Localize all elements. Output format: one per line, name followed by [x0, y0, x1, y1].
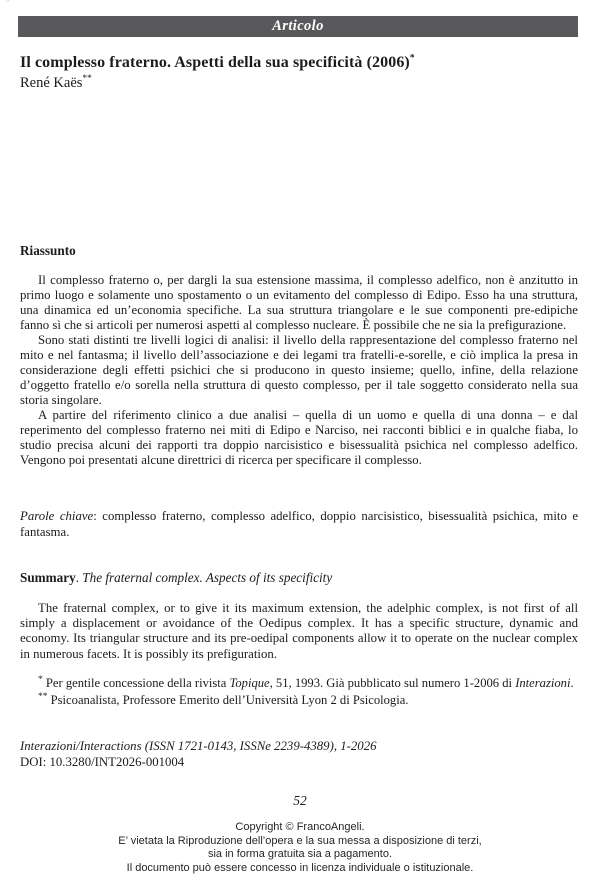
- footnote-1-marker: *: [38, 674, 43, 685]
- abstract-paragraph-2: Sono stati distinti tre livelli logici di analisi: il livello della rappresentazione del complesso fraterno nel mito e nel fantasma; il livello dell’associazione e dei legami tra fratelli-e-sorelle, e ciò implica la presa in considerazione degli effetti psichici che si producono in questo insieme; quello, infine, della relazione d’oggetto fratello e/o sorella nella struttura di questo complesso, per il tale soggetto considerato nella sua storia singolare.: [20, 333, 578, 407]
- keywords-text: : complesso fraterno, complesso adelfico, doppio narcisistico, bisessualità psichica, mito e fantasma.: [20, 509, 578, 539]
- abstract-paragraph-1: Il complesso fraterno o, per dargli la sua estensione massima, il complesso adelfico, non è anzitutto in primo luogo e solamente uno spostamento o un evitamento del complesso di Edipo. Esso ha una struttura, una dinamica ed un’economia specifiche. La sua struttura triangolare e le sue componenti pre-edipiche fanno sì che si articoli per numerosi aspetti al complesso nucleare. È possibile che ne sia la prefigurazione.: [20, 273, 578, 332]
- footnote-1: * Per gentile concessione della rivista Topique, 51, 1993. Già pubblicato sul numero 1-2006 di Interazioni.: [38, 674, 574, 690]
- author-footnote-marker: **: [82, 74, 92, 85]
- scan-artifact: ”: [5, 0, 10, 9]
- article-type-banner: [18, 16, 578, 37]
- journal-info: [20, 738, 578, 770]
- journal-issn-line: Interazioni/Interactions (ISSN 1721-0143, ISSNe 2239-4389), 1-2026: [20, 739, 377, 753]
- title-block: [20, 52, 580, 92]
- title-footnote-marker: *: [409, 53, 415, 64]
- copyright-line-4: Il documento può essere concesso in licenza individuale o istituzionale.: [126, 861, 474, 874]
- abstract-body: [20, 273, 578, 468]
- abstract-paragraph-3: A partire del riferimento clinico a due analisi – quella di un uomo e quella di una donna – e dal reperimento del complesso fraterno nei miti di Edipo e Narciso, nei racconti biblici e in qualche fiaba, lo studio precisa alcuni dei rapporti tra doppio narcisistico e bisessualità psichica nel complesso adelfico. Vengono poi presentati alcune direttrici di ricerca per specificare il complesso.: [20, 408, 578, 467]
- keywords-line: [20, 509, 578, 540]
- summary-title: The fraternal complex. Aspects of its specificity: [82, 570, 333, 585]
- journal-doi-line: DOI: 10.3280/INT2026-001004: [20, 755, 185, 769]
- summary-label: Summary: [20, 570, 76, 585]
- summary-paragraph: The fraternal complex, or to give it its maximum extension, the adelphic complex, is not first of all simply a displacement or avoidance of the Oedipus complex. It has a specific structure, dynamic and economy. Its triangular structure and its pre-oedipal components allow it to operate on the nuclear complex in numerous facets. It is possibly its prefiguration.: [20, 601, 578, 661]
- article-type-label: Articolo: [272, 18, 324, 34]
- footnote-2-marker: **: [38, 691, 48, 702]
- abstract-heading: Riassunto: [20, 243, 76, 258]
- footnote-2: ** Psicoanalista, Professore Emerito dell’Università Lyon 2 di Psicologia.: [38, 691, 409, 707]
- summary-heading: Summary. The fraternal complex. Aspects of its specificity: [20, 570, 333, 585]
- footnotes-block: [20, 675, 578, 708]
- copyright-line-3: sia in forma gratuita sia a pagamento.: [207, 848, 393, 860]
- author-name: René Kaës: [20, 75, 83, 91]
- page-title: Il complesso fraterno. Aspetti della sua specificità (2006)*: [20, 53, 415, 71]
- author-line: [20, 74, 580, 92]
- keywords-label: Parole chiave: [20, 509, 94, 523]
- page-number: 52: [293, 793, 307, 808]
- copyright-block: [0, 821, 600, 875]
- copyright-line-1: Copyright © FrancoAngeli.: [235, 821, 365, 833]
- copyright-line-2: E’ vietata la Riproduzione dell’opera e la sua messa a disposizione di terzi,: [118, 834, 482, 847]
